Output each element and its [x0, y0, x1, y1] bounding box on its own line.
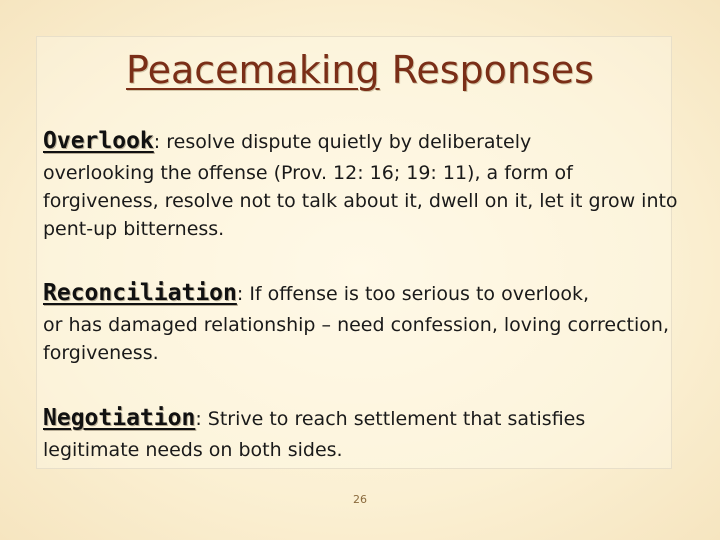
term-overlook: Overlook — [43, 128, 154, 154]
paragraph-line1-text: resolve dispute quietly by deliberately — [166, 131, 532, 153]
page-number: 26 — [353, 493, 367, 506]
paragraph-first-line — [43, 124, 683, 159]
slide-title-part1: Peacemaking — [126, 48, 380, 92]
paragraph-first-line — [43, 401, 683, 436]
paragraph-body: legitimate needs on both sides. — [43, 439, 343, 461]
term-separator: : — [236, 283, 250, 305]
paragraph-negotiation — [43, 401, 683, 464]
paragraph-overlook — [43, 124, 683, 243]
paragraph-body: or has damaged relationship – need confession, loving correction, forgiveness. — [43, 314, 669, 364]
term-negotiation: Negotiation — [43, 405, 196, 431]
paragraph-body: overlooking the offense (Prov. 12: 16; 19: 11), a form of forgiveness, resolve not to talk about it, dwell on it, let it grow into pent-up bitterness. — [43, 162, 678, 240]
paragraph-line1-text: Strive to reach settlement that satisfies — [207, 408, 586, 430]
paragraph-first-line — [43, 276, 683, 311]
slide-title — [0, 44, 720, 96]
term-separator: : — [153, 131, 167, 153]
paragraph-reconciliation — [43, 276, 683, 367]
slide-title-part2: Responses — [391, 48, 594, 92]
term-reconciliation: Reconciliation — [43, 280, 237, 306]
term-separator: : — [195, 408, 208, 430]
paragraph-line1-text: If offense is too serious to overlook, — [249, 283, 590, 305]
